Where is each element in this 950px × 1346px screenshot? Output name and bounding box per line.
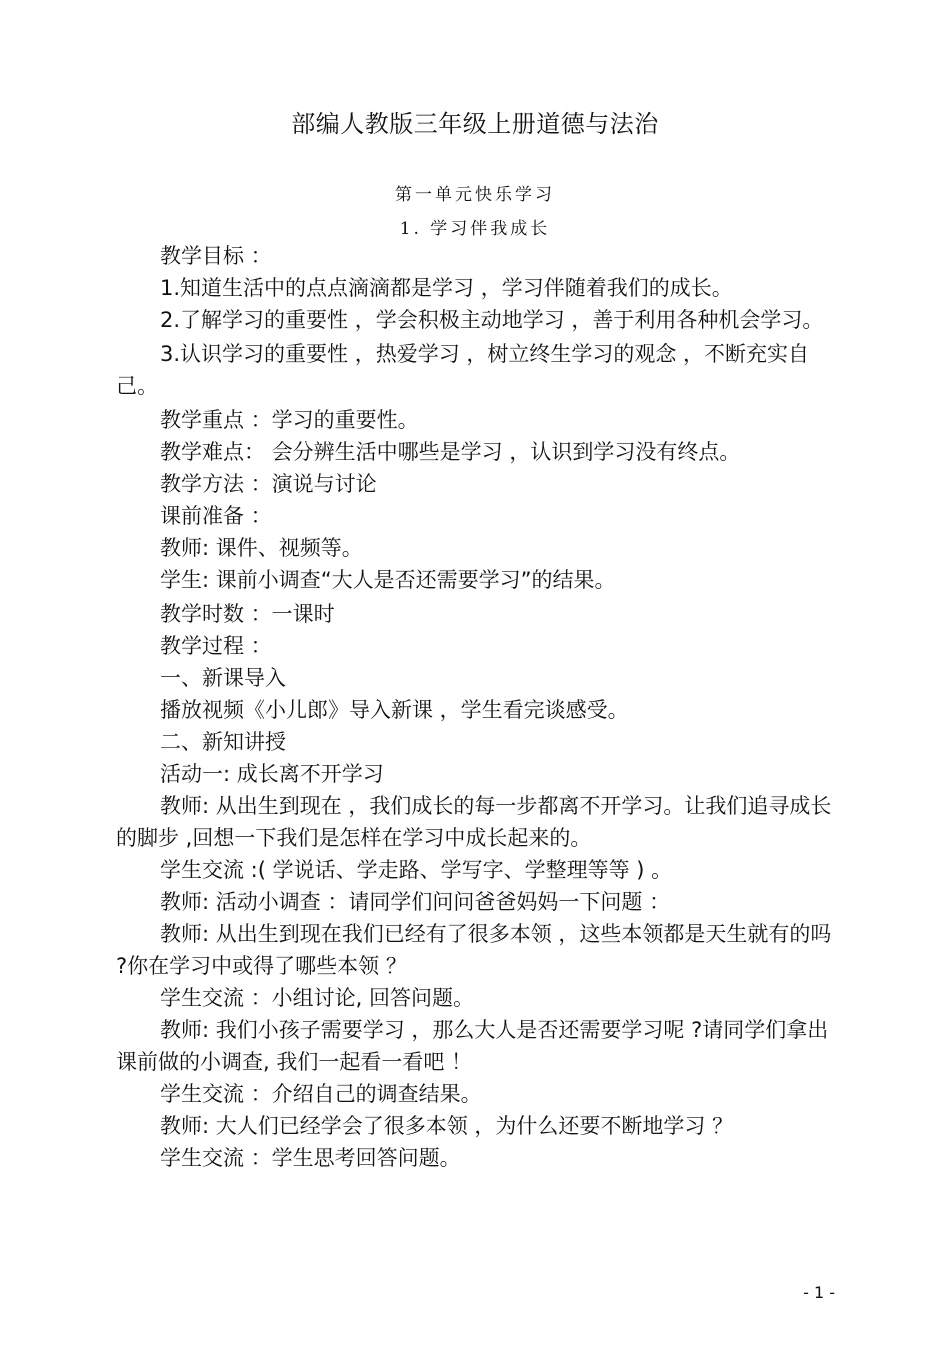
paragraph: 2.了解学习的重要性 ，学会积极主动地学习 ，善于利用各种机会学习。 <box>160 308 824 332</box>
paragraph: 教学重点 ：学习的重要性。 <box>160 408 419 432</box>
paragraph: 教学过程 ： <box>160 634 272 658</box>
paragraph: 教师: 活动小调查 ：请同学们问问爸爸妈妈一下问题 ： <box>160 890 671 914</box>
paragraph: 教师: 课件、视频等。 <box>160 536 363 560</box>
paragraph: 教师: 从出生到现在 ，我们成长的每一步都离不开学习。让我们追寻成长的脚步 ,回想一下我们是怎样在学习中成长起来的。 <box>116 794 832 850</box>
page-number: - 1 - <box>803 1283 835 1302</box>
document-title: 部编人教版三年级上册道德与法治 <box>291 110 659 138</box>
paragraph: 二、新知讲授 <box>160 730 286 754</box>
paragraph: 学生交流 ：小组讨论, 回答问题。 <box>160 986 475 1010</box>
document-body <box>116 240 836 1174</box>
paragraph: 教师: 从出生到现在我们已经有了很多本领 ，这些本领都是天生就有的吗 ?你在学习中或得了哪些本领 ？ <box>116 922 832 978</box>
paragraph: 教学时数 ：一课时 <box>160 602 335 626</box>
paragraph: 教学难点： 会分辨生活中哪些是学习 ，认识到学习没有终点。 <box>160 440 741 464</box>
paragraph: 一、新课导入 <box>160 666 286 690</box>
paragraph: 3.认识学习的重要性 ，热爱学习 ，树立终生学习的观念 ，不断充实自己。 <box>116 342 810 398</box>
paragraph: 教学目标 ： <box>160 244 272 268</box>
paragraph: 教师: 大人们已经学会了很多本领 ，为什么还要不断地学习 ？ <box>160 1114 734 1138</box>
paragraph: 活动一: 成长离不开学习 <box>160 762 384 786</box>
paragraph: 1.知道生活中的点点滴滴都是学习 ，学习伴随着我们的成长。 <box>160 276 733 300</box>
paragraph: 教学方法 ：演说与讨论 <box>160 472 377 496</box>
unit-title: 第一单元快乐学习 <box>395 185 555 205</box>
paragraph: 学生交流 ：介绍自己的调查结果。 <box>160 1082 482 1106</box>
paragraph: 播放视频《小儿郎》导入新课 ，学生看完谈感受。 <box>160 698 629 722</box>
lesson-title: 1. 学习伴我成长 <box>399 219 551 239</box>
paragraph: 学生交流 ：学生思考回答问题。 <box>160 1146 461 1170</box>
paragraph: 课前准备 ： <box>160 504 272 528</box>
paragraph: 学生交流 :( 学说话、学走路、学写字、学整理等等 ) 。 <box>160 858 673 882</box>
paragraph: 学生: 课前小调查“大人是否还需要学习”的结果。 <box>160 568 616 592</box>
paragraph: 教师: 我们小孩子需要学习 ，那么大人是否还需要学习呢 ?请同学们拿出课前做的小调查, 我们一起看一看吧 ！ <box>116 1018 829 1074</box>
